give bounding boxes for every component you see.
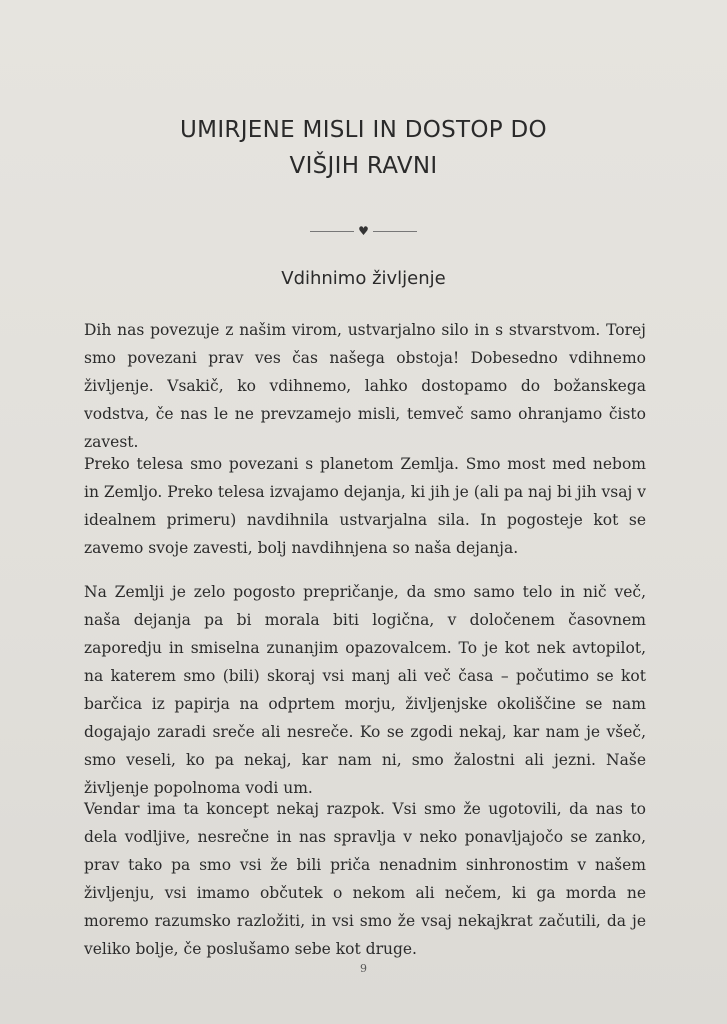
paragraph-2: Preko telesa smo povezani s planetom Zemlja. Smo most med nebom in Zemljo. Preko telesa izvajamo dejanja, ki jih je (ali pa naj bi jih vsaj v idealnem primeru) navdihnila ustvarjalna sila. In pogosteje kot se zavemo svoje zavesti, bolj navdihnjena so naša dejanja.: [84, 455, 646, 557]
paragraph-4: Vendar ima ta koncept nekaj razpok. Vsi smo že ugotovili, da nas to dela vodljive, nesrečne in nas spravlja v neko ponavljajočo se zanko, prav tako pa smo vsi že bili priča nenadnim sinhronostim v našem življenju, vsi imamo občutek o nekom ali nečem, ki ga morda ne moremo razumsko razložiti, in vsi smo že vsaj nekajkrat začutili, da je veliko bolje, če poslušamo sebe kot druge.: [84, 800, 646, 958]
ornament-divider: [0, 222, 727, 240]
chapter-title-line-1: UMIRJENE MISLI IN DOSTOP DO: [180, 117, 547, 143]
divider-line-left: [310, 231, 354, 232]
section-title: Vdihnimo življenje: [281, 268, 446, 289]
paragraph-3: Na Zemlji je zelo pogosto prepričanje, da smo samo telo in nič več, naša dejanja pa bi morala biti logična, v določenem časovnem zaporedju in smiselna zunanjim opazovalcem. To je kot nek avtopilot, na katerem smo (bili) skoraj vsi manj ali več časa – počutimo se kot barčica iz papirja na odprtem morju, življenjske okoliščine se nam dogajajo zaradi sreče ali nesreče. Ko se zgodi nekaj, kar nam je všeč, smo veseli, ko pa nekaj, kar nam ni, smo žalostni ali jezni. Naše življenje popolnoma vodi um.: [84, 583, 646, 797]
divider-line-right: [373, 231, 417, 232]
heart-divider-icon: ♥: [358, 224, 369, 238]
chapter-title: [0, 112, 727, 184]
page-number: 9: [360, 962, 367, 975]
paragraph-1: Dih nas povezuje z našim virom, ustvarjalno silo in s stvarstvom. Torej smo povezani prav ves čas našega obstoja! Dobesedno vdihnemo življenje. Vsakič, ko vdihnemo, lahko dostopamo do božanskega vodstva, če nas le ne prevzamejo misli, temveč samo ohranjamo čisto zavest.: [84, 321, 646, 451]
chapter-title-line-2: VIŠJIH RAVNI: [289, 153, 438, 179]
